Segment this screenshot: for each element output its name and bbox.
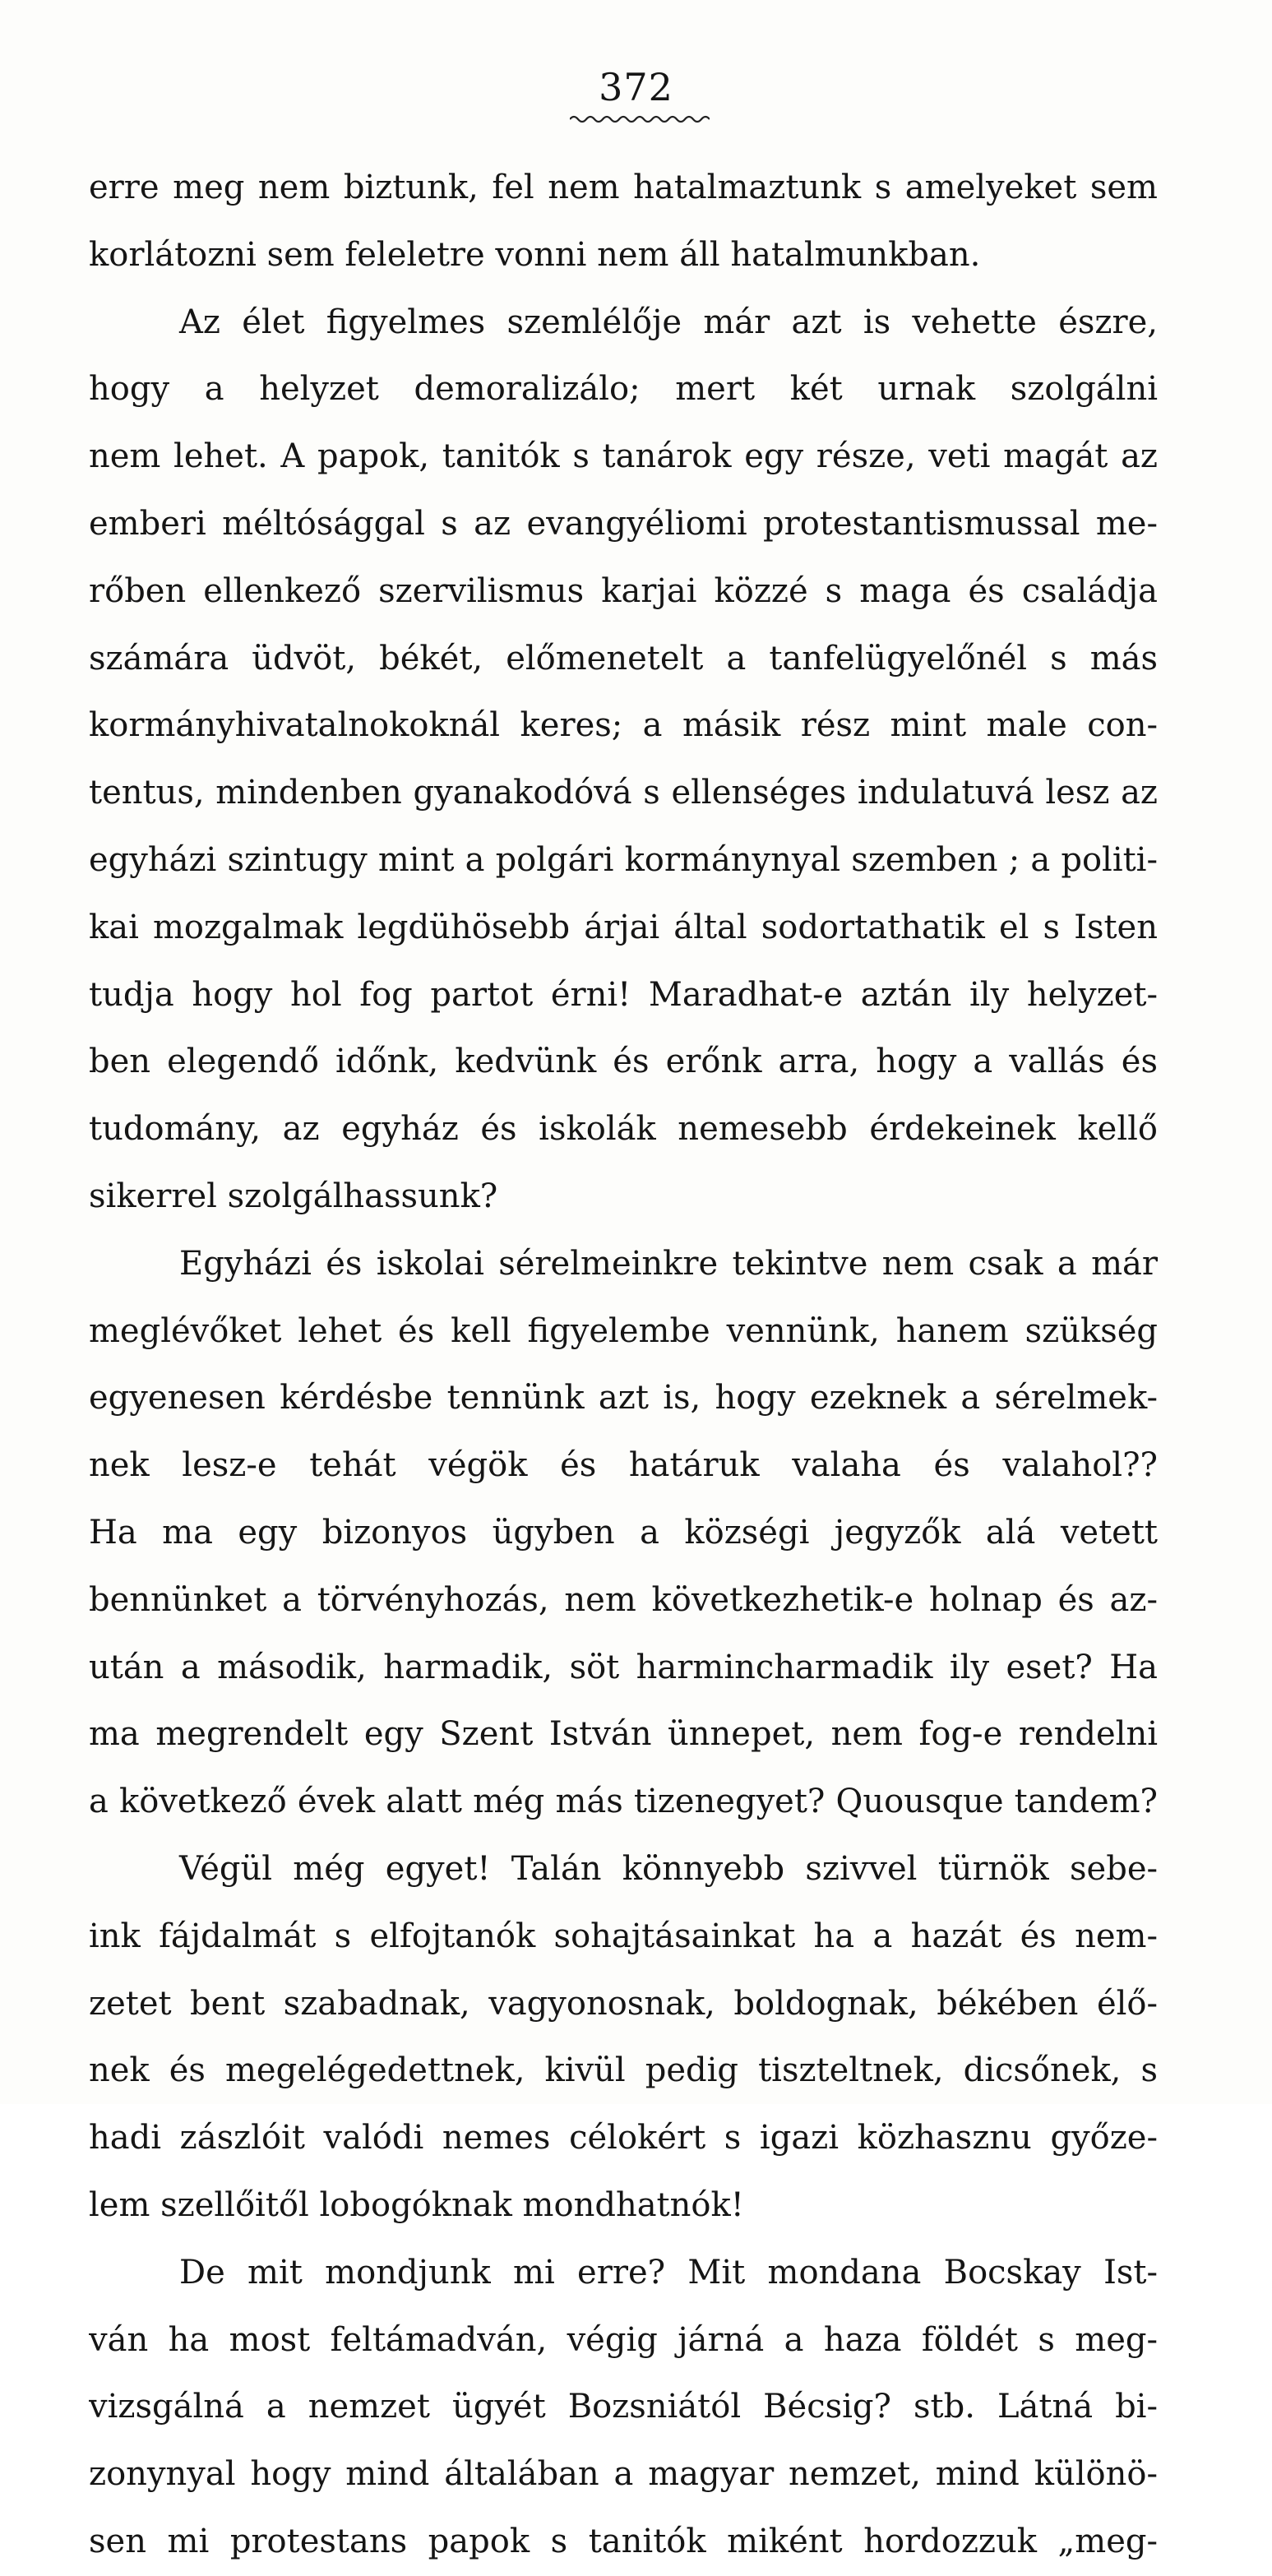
text-line: ink fájdalmát s elfojtanók sohajtásainkat ha a hazát és nem- xyxy=(89,1917,1158,1955)
text-line: egyházi szintugy mint a polgári kormánynyal szemben ; a politi- xyxy=(89,840,1158,879)
text-line: kormányhivatalnokoknál keres; a másik rész mint male con- xyxy=(89,706,1158,745)
wavy-rule-ornament xyxy=(570,113,710,125)
text-line: számára üdvöt, békét, előmenetelt a tanfelügyelőnél s más xyxy=(89,639,1158,678)
text-line: nek lesz-e tehát végök és határuk valaha és valahol?? xyxy=(89,1446,1158,1485)
text-line: kai mozgalmak legdühösebb árjai által sodortathatik el s Isten xyxy=(89,908,1158,946)
text-line: sen mi protestans papok s tanitók miként hordozzuk „meg- xyxy=(89,2522,1158,2560)
text-line: Ha ma egy bizonyos ügyben a községi jegyzők alá vetett xyxy=(89,1513,1158,1552)
text-line: Végül még egyet! Talán könnyebb szivvel türnök sebe- xyxy=(179,1849,1158,1888)
text-line: meglévőket lehet és kell figyelembe vennünk, hanem szükség xyxy=(89,1311,1158,1350)
text-line: hogy a helyzet demoralizálo; mert két urnak szolgálni xyxy=(89,370,1158,409)
text-line: De mit mondjunk mi erre? Mit mondana Bocskay Ist- xyxy=(179,2253,1158,2292)
text-line: vizsgálná a nemzet ügyét Bozsniától Bécsig? stb. Látná bi- xyxy=(89,2388,1158,2426)
body-text xyxy=(89,155,1158,2576)
text-line: Egyházi és iskolai sérelmeinkre tekintve nem csak a már xyxy=(179,1244,1158,1283)
text-line: lem szellőitől lobogóknak mondhatnók! xyxy=(89,2185,744,2224)
text-line: ván ha most feltámadván, végig járná a haza földét s meg- xyxy=(89,2320,1158,2359)
text-line: sikerrel szolgálhassunk? xyxy=(89,1177,498,1215)
text-line: zetet bent szabadnak, vagyonosnak, boldognak, békében élő- xyxy=(89,1984,1158,2023)
text-line: hadi zászlóit valódi nemes célokért s igazi közhasznu győze- xyxy=(89,2119,1158,2157)
text-line: nem lehet. A papok, tanitók s tanárok egy része, veti magát az xyxy=(89,437,1158,476)
text-line: ma megrendelt egy Szent István ünnepet, nem fog-e rendelni xyxy=(89,1715,1158,1754)
text-line: bennünket a törvényhozás, nem következhetik-e holnap és az- xyxy=(89,1580,1158,1619)
text-line: tentus, mindenben gyanakodóvá s ellenséges indulatuvá lesz az xyxy=(89,774,1158,812)
text-line: erre meg nem biztunk, fel nem hatalmaztunk s amelyeket sem xyxy=(89,169,1158,206)
text-line: ben elegendő időnk, kedvünk és erőnk arra, hogy a vallás és xyxy=(89,1043,1158,1081)
text-line: a következő évek alatt még más tizenegyet? Quousque tandem? xyxy=(89,1783,1158,1821)
text-line: emberi méltósággal s az evangyéliomi protestantismussal me- xyxy=(89,504,1158,543)
text-line: rőben ellenkező szervilismus karjai közzé s maga és családja xyxy=(89,571,1158,610)
text-line: tudja hogy hol fog partot érni! Maradhat-e aztán ily helyzet- xyxy=(89,975,1158,1014)
text-line: nek és megelégedettnek, kivül pedig tiszteltnek, dicsőnek, s xyxy=(89,2051,1158,2090)
text-line: egyenesen kérdésbe tennünk azt is, hogy ezeknek a sérelmek- xyxy=(89,1379,1158,1417)
text-line: Az élet figyelmes szemlélője már azt is vehette észre, xyxy=(179,303,1158,341)
text-line: zonynyal hogy mind általában a magyar nemzet, mind különö- xyxy=(89,2455,1158,2494)
page-number: 372 xyxy=(599,65,673,109)
text-line: tudomány, az egyház és iskolák nemesebb érdekeinek kellő xyxy=(89,1110,1158,1149)
text-line: után a második, harmadik, söt harmincharmadik ily eset? Ha xyxy=(89,1648,1158,1686)
text-line: korlátozni sem feleletre vonni nem áll hatalmunkban. xyxy=(89,235,981,274)
